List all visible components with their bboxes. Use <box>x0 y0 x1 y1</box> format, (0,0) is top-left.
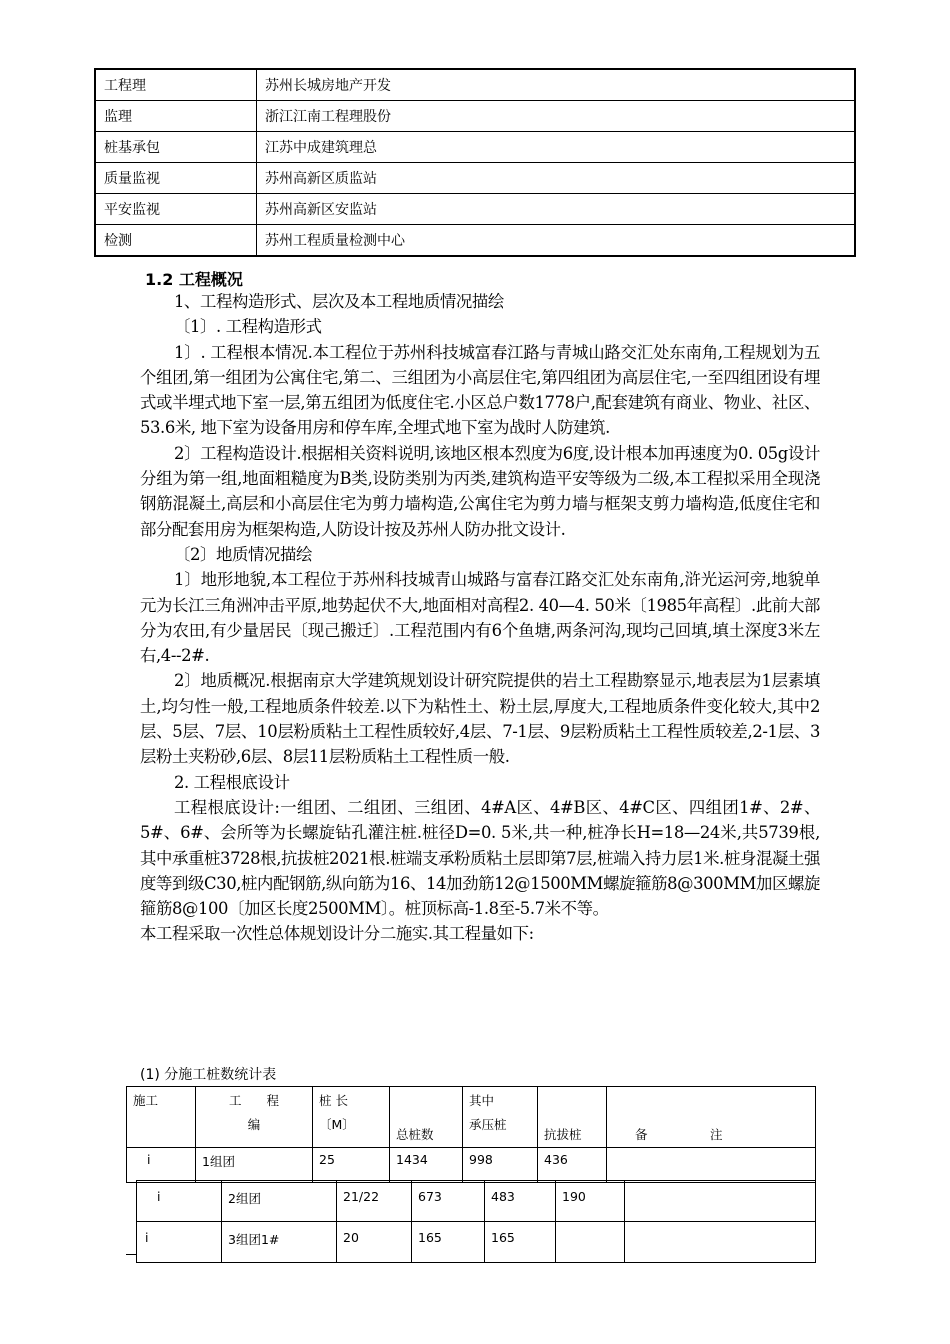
party-value: 江苏中成建筑理总 <box>257 132 856 163</box>
table-caption: (1) 分施工桩数统计表 <box>140 1067 277 1083</box>
table-cell: 1组团 <box>196 1148 313 1183</box>
table-row <box>95 101 855 132</box>
table-cell: 165 <box>485 1222 556 1263</box>
header-cell-line: 工 程 <box>228 1093 279 1108</box>
project-parties-table <box>94 68 856 257</box>
table-cell: 190 <box>556 1181 625 1222</box>
table-cell: 2组团 <box>222 1181 337 1222</box>
party-value: 苏州高新区安监站 <box>257 194 856 225</box>
header-cell-line: 其中 <box>469 1093 495 1108</box>
table-cell: 21/22 <box>337 1181 412 1222</box>
table-cell: 998 <box>463 1148 538 1183</box>
header-cell-line: 桩 长 <box>319 1093 348 1108</box>
table-cell: 25 <box>313 1148 390 1183</box>
table-row <box>95 225 855 257</box>
header-cell: 备 注 <box>607 1087 816 1148</box>
table-row <box>127 1148 816 1183</box>
header-cell <box>313 1087 390 1148</box>
body-text <box>140 289 820 947</box>
party-label: 监理 <box>95 101 257 132</box>
table-cell: 1434 <box>390 1148 463 1183</box>
party-value: 苏州长城房地产开发 <box>257 69 856 101</box>
paragraph-heading: 1、工程构造形式、层次及本工程地质情况描绘 <box>174 292 504 311</box>
table-cell <box>556 1222 625 1263</box>
paragraph: 1〕. 工程根本情况.本工程位于苏州科技城富春江路与青城山路交汇处东南角,工程规划为五个组团,第一组团为公寓住宅,第二、三组团为小高层住宅,第四组团为高层住宅,一至四组团设有埋式或半埋式地下室一层,第五组团为低度住宅.小区总户数1778户,配套建筑有商业、物业、社区、53.6米, 地下室为设备用房和停车库,全埋式地下室为战时人防建筑. <box>140 342 820 438</box>
header-cell: 抗拔桩 <box>538 1087 607 1148</box>
table-row <box>95 132 855 163</box>
table-cell <box>625 1181 816 1222</box>
party-value: 苏州工程质量检测中心 <box>257 225 856 257</box>
paragraph-subheading: 〔1〕. 工程构造形式 <box>174 317 322 337</box>
paragraph: 本工程采取一次性总体规划设计分二施实.其工程量如下: <box>140 924 534 944</box>
table-cell: 20 <box>337 1222 412 1263</box>
table-cell <box>607 1148 816 1183</box>
table-cell: i <box>127 1148 196 1183</box>
party-label: 检测 <box>95 225 257 257</box>
table-row <box>95 69 855 101</box>
pile-count-table-continued <box>136 1180 816 1263</box>
table-header-row <box>127 1087 816 1148</box>
table-row <box>95 194 855 225</box>
party-value: 苏州高新区质监站 <box>257 163 856 194</box>
table-row <box>137 1181 816 1222</box>
paragraph: 2〕工程构造设计.根据相关资料说明,该地区根本烈度为6度,设计根本加再速度为0. 05g设计分组为第一组,地面粗糙度为B类,设防类别为丙类,建筑构造平安等级为二级,本工程拟采用全现浇钢筋混凝土,高层和小高层住宅为剪力墙构造,公寓住宅为剪力墙与框架支剪力墙构造,低度住宅和部分配套用房为框架构造,人防设计按及苏州人防办批文设计. <box>140 443 820 539</box>
header-cell <box>196 1087 313 1148</box>
party-value: 浙江江南工程理股份 <box>257 101 856 132</box>
table-cell: i <box>137 1181 222 1222</box>
table-cell: 3组团1# <box>222 1222 337 1263</box>
table-row <box>137 1222 816 1263</box>
table-row <box>95 163 855 194</box>
paragraph-heading: 2. 工程根底设计 <box>174 772 290 792</box>
party-label: 桩基承包 <box>95 132 257 163</box>
paragraph: 2〕地质概况.根据南京大学建筑规划设计研究院提供的岩土工程勘察显示,地表层为1层素填土,均匀性一般,工程地质条件较差.以下为粘性土、粉土层,厚度大,工程地质条件变化较大,其中2层、5层、7层、10层粉质粘土工程性质较好,4层、7-1层、9层粉质粘土工程性质较差,2-1层、3层粉土夹粉砂,6层、8层11层粉质粘土工程性质一般. <box>140 671 820 767</box>
table-cell: 673 <box>412 1181 485 1222</box>
pile-count-table <box>126 1086 816 1183</box>
section-title: 1.2 工程概况 <box>145 270 243 289</box>
party-label: 工程理 <box>95 69 257 101</box>
table-cell: 436 <box>538 1148 607 1183</box>
header-cell-line: 承压桩 <box>469 1117 507 1132</box>
table-edge-mark <box>126 1254 136 1255</box>
party-label: 质量监视 <box>95 163 257 194</box>
table-cell: i <box>137 1222 222 1263</box>
header-cell-line: 编 <box>247 1117 261 1132</box>
paragraph: 工程根底设计:一组团、二组团、三组团、4#A区、4#B区、4#C区、四组团1#、2#、5#、6#、会所等为长螺旋钻孔灌注桩.桩径D=0. 5米,共一种,桩净长H=18—24米,共5739根,其中承重桩3728根,抗拔桩2021根.桩端支承粉质粘土层即第7层,桩端入持力层1米.桩身混凝土强度等到级C30,桩内配钢筋,纵向筋为16、14加劲筋12@1500MM螺旋箍筋8@300MM加区螺旋箍筋8@100〔加区长度2500MM〕。桩顶标高-1.8至-5.7米不等。 <box>140 797 820 919</box>
header-cell: 施工 <box>127 1087 196 1148</box>
header-cell <box>463 1087 538 1148</box>
table-cell: 483 <box>485 1181 556 1222</box>
header-cell: 总桩数 <box>390 1087 463 1148</box>
paragraph: 1〕地形地貌,本工程位于苏州科技城青山城路与富春江路交汇处东南角,浒光运河旁,地貌单元为长江三角洲冲击平原,地势起伏不大,地面相对高程2. 40—4. 50米〔1985年高程〕.此前大部分为农田,有少量居民〔现己搬迁〕.工程范围内有6个鱼塘,两条河沟,现均己回填,填土深度3米左右,4--2#. <box>140 570 820 666</box>
paragraph-subheading: 〔2〕地质情况描绘 <box>174 544 312 564</box>
header-cell-line: 〔M〕 <box>319 1117 355 1132</box>
table-cell <box>625 1222 816 1263</box>
table-cell: 165 <box>412 1222 485 1263</box>
party-label: 平安监视 <box>95 194 257 225</box>
